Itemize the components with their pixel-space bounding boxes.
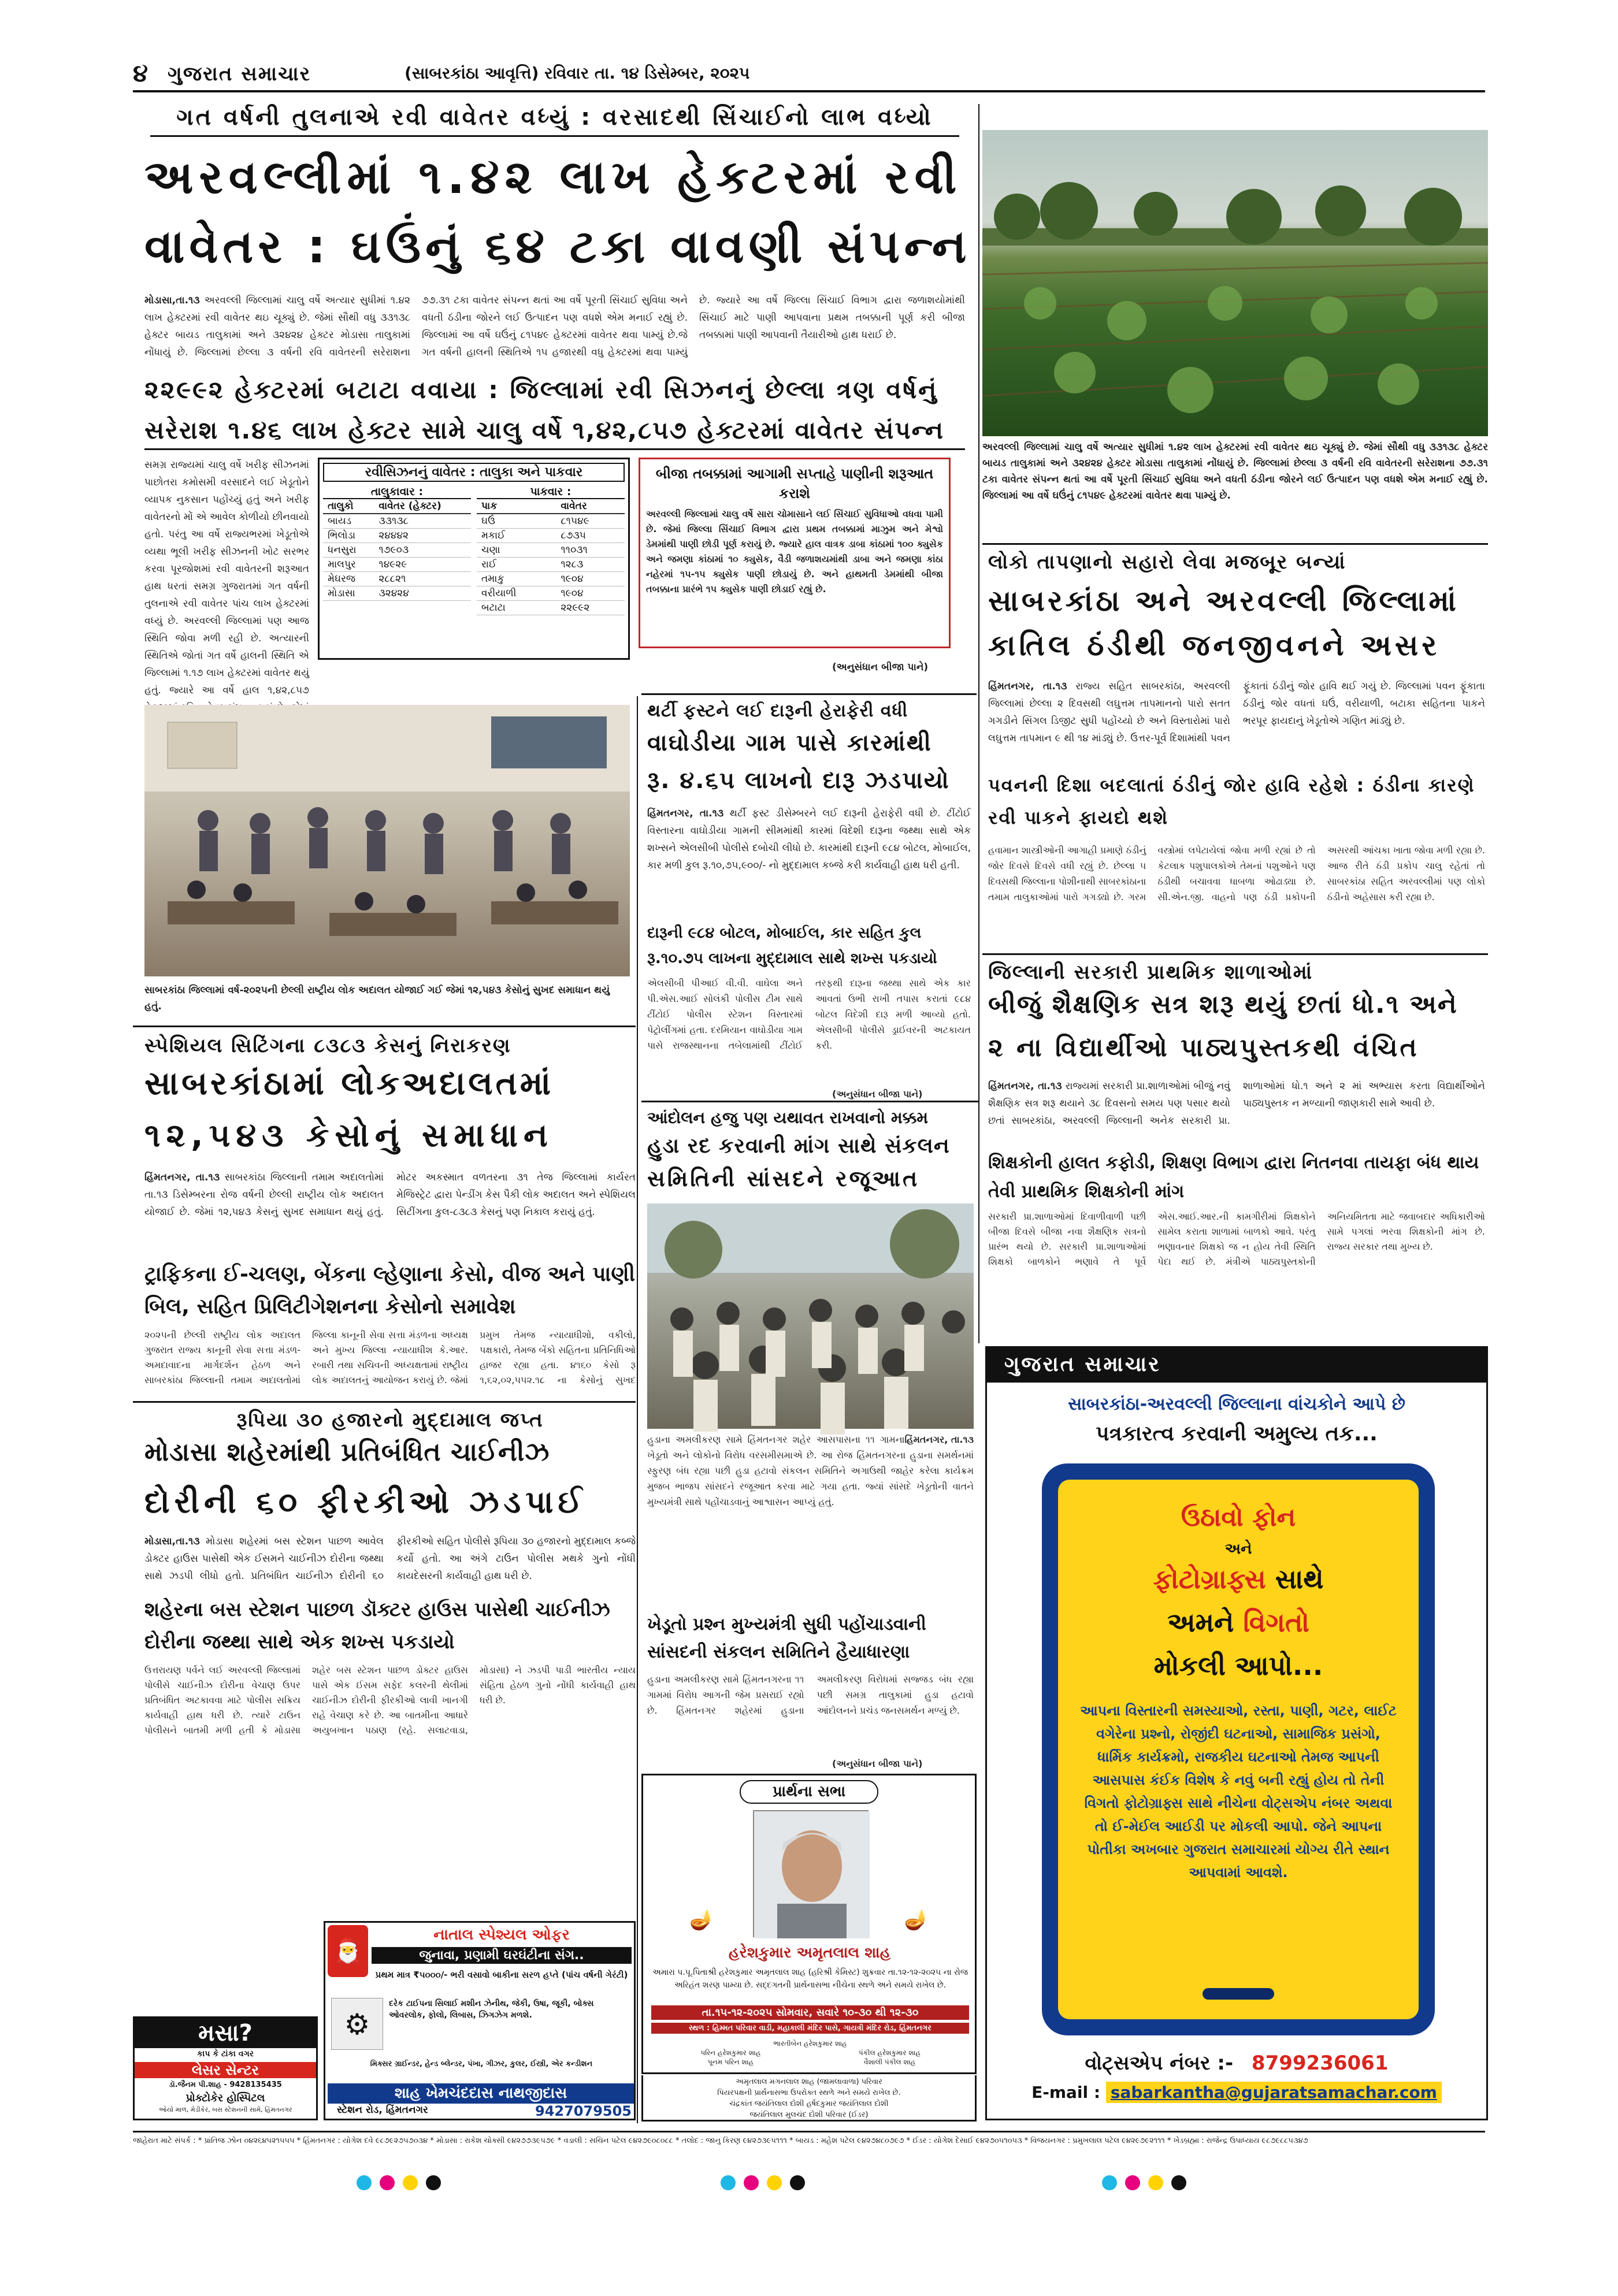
prayer-venue: સ્થળ : હિમ્મત પરિવાર વાડી, મહાકાલી મંદિર પાસે, ગાયત્રી મંદિર રોડ, હિંમતનગર [651,2023,969,2034]
table-row: ઘઉં ૮૧૫૪૯ [477,514,625,529]
body-text: સાબરકાંઠા જિલ્લાની તમામ અદાલતોમાં તા.૧૩ ડિસેમ્બરના રોજ વર્ષની છેલ્લી રાષ્ટ્રીય લોક અદાલત યોજાઈ છે. જેમાં ૧૨,૫૪૩ કેસનું સુખદ સમાધાન થયું હતું. મોટર અકસ્માત વળતરના ૩૧ તેજ જિલ્લામાં કાર્યરત મેજિસ્ટ્રેટ દ્વારા પેન્ડીંગ કેસ પૈકી લોક અદાલત અને સ્પેશિયલ સિટીંગના કુલ-૮૩૮૩ કેસનું પણ નિકાલ કરાયું હતું. [144,1172,636,1218]
email-label: E-mail : [1031,2083,1101,2102]
field-illustration [982,130,1488,436]
article-body-2: ૨૦૨૫ની છેલ્લી રાષ્ટ્રીય લોક અદાલત ગુજરાત રાજ્ય કાનૂની સેવા સત્તા મંડળ-અમદાવાદના માર્ગદર્શન હેઠળ અને સાબરકાંઠા જિલ્લાની તમામ અદાલતોમાં જિલ્લા કાનૂની સેવા સત્તા મંડળના અધ્યક્ષ અને મુખ્ય જિલ્લા ન્યાયાધીશ કે.આર. રબારી તથા સચિવની અધ્યક્ષતામાં રાષ્ટ્રીય લોક અદાલતનું આયોજન કરાયું છે. જેમાં પ્રમુખ તેમજ ન્યાયાધીશો, વકીલો, પક્ષકારો, તેમજ બેંકો સહિતના પ્રતિનિધિઓ હાજર રહ્યા હતા. ૪૧૬૦ કેસો રૂ ૧,૬૨,૦૨,૫૫૨.૧૮ ના કેસોનું સુખદ [144,1329,636,1385]
kicker: થર્ટી ફસ્ટને લઈ દારૂની હેરાફેરી વધી [647,701,908,721]
gs-logo: ગુજરાત સમાચાર [987,1348,1486,1383]
registration-marks-center [717,2175,901,2198]
paper-name: ગુજરાત સમાચાર [168,62,311,86]
article-body [988,678,1485,764]
mourner-family: અમૃતલાલ મગનલાલ શાહ (જામલાવાળા) પરિવાર [736,2078,882,2086]
clinic-doctor: ડૉ.જૈનમ પી.શાહ - 9428135435 [169,2080,282,2089]
table-row: ધનસુરા ૧૭૯૦૩ [323,543,471,558]
headline-line-2: ૧૨,૫૪૩ કેસોનું સમાધાન [144,1117,554,1154]
article-body-2: હવામાન શાસ્ત્રીઓની આગાહી પ્રમાણે ઠંડીનું જોર દિવસે દિવસે વધી રહ્યું છે. છેલ્લા ૫ દિવસથી જિલ્લાના પોશીનાથી સાબરકાંઠાના તમામ તાલુકાઓમાં પારો ગગડ્યો છે. ગરમ વસ્ત્રોમાં લપેટાયેલાં જોવા મળી રહ્યાં છે તો કેટલાક પશુપાલકોએ તેમનાં પશુઓને પણ ઠંડીથી બચાવવા ધાબળા ઓઢાડ્યા છે. સી.એન.જી. વાહનો પણ ઠંડી પ્રકોપની અસરથી આંચકા ખાતા જોવા મળી રહ્યા છે. આજ રીતે ઠંડી પ્રકોપ ચાલુ રહેતાં તો સાબરકાંઠા સહિત અરવલ્લીમાં પણ લોકો ઠંડીનો અહેસાસ કરી રહ્યા છે. [988,845,1485,902]
subhead: દારૂની ૯૮૪ બોટલ, મોબાઈલ, કાર સહિત કુલ રૂ.૧૦.૭૫ લાખના મુદ્દામાલ સાથે શખ્સ પકડાયો [647,924,937,967]
phone-line-4 [1058,1607,1419,1639]
table-row: મોડાસા ૩૨૪૨૪ [323,586,471,601]
kicker: લોકો તાપણાનો સહારો લેવા મજબૂર બન્યાં [988,551,1346,574]
article-liquor-seizure [641,693,977,1098]
shop-address: સ્ટેશન રોડ, હિંમતનગર [337,2104,428,2116]
prayer-meeting-ad [641,1774,977,2074]
email-address[interactable]: sabarkantha@gujaratsamachar.com [1106,2082,1442,2103]
headline-line-2: વાવેતર : ઘઉંનું ૬૪ ટકા વાવણી સંપન્ન [144,220,971,273]
article-body [144,1169,636,1255]
clinic-address: ઓયો માળ, મેડીકેર, બસ સ્ટેશનની સામે, હિંમતનગર [158,2106,292,2113]
dateline: હિંમતનગર, તા.૧૩ [988,1080,1062,1092]
subhead: શિક્ષકોની હાલત કફોડી, શિક્ષણ વિભાગ દ્વારા નિતનવા તાયફા બંધ થાય તેવી પ્રાથમિક શિક્ષકોની માંગ [988,1153,1479,1202]
whatsapp-row [999,2052,1475,2075]
article-body [647,805,971,920]
subhead-2: સરેરાશ ૧.૪૬ લાખ હેક્ટર સામે ચાલુ વર્ષે ૧,૪૨,૮૫૭ હેક્ટરમાં વાવેતર સંપન્ન [144,416,965,450]
subhead: પવનની દિશા બદલાતાં ઠંડીનું જોર હાવિ રહેશે : ઠંડીના કારણે રવી પાકને ફાયદો થશે [988,774,1475,829]
headline-line-1: વાઘોડીયા ગામ પાસે કારમાંથી [647,730,932,756]
phone-line-1: ઉઠાવો ફોન [1181,1503,1296,1532]
column-rule [637,696,638,2123]
black-dot [790,2175,805,2190]
body-left: સમગ્ર રાજ્યમાં ચાલુ વર્ષે ખરીફ સીઝનમાં પાછોતરા કમોસમી વરસાદને લઈ ખેડૂતોને વ્યાપક નુકસાન પહોંચ્યું હતું અને ખરીફ વાવેતરનો મોં એ આવેલ કોળીયો છીનવાયો હતો. પરંતુ આ વર્ષે રાજ્યભરમાં ખેડૂતોએ વ્યથા ભૂલી ખરીફ સીઝનની ખોટ સરભર કરવા પૂરજોશમાં રવી વાવેતરની શરૂઆત હાથ ધરતાં સમગ્ર ગુજરાતમાં ગત વર્ષની તુલનાએ રવી વાવેતર પાંચ લાખ હેક્ટરમાં વધ્યું છે. અરવલ્લી જિલ્લામાં પણ આજ સ્થિતિ જોવા મળી રહી છે. અત્યારની સ્થિતિએ જોતાં ગત વર્ષે હાલની સ્થિતિ એ જિલ્લામાં ૧.૧૭ લાખ હેક્ટરમાં વાવેતર થયું હતું. જ્યારે આ વર્ષે હાલ ૧,૪૨,૮૫૭ [144,459,309,696]
page-number: ૪ [133,59,149,87]
kicker: રૂપિયા ૩૦ હજારનો મુદ્દામાલ જપ્ત [236,1409,544,1432]
headline-line-2: ૨ ના વિદ્યાર્થીઓ પાઠ્યપુસ્તકથી વંચિત [988,1033,1419,1062]
photo-caption: અરવલ્લી જિલ્લામાં ચાલુ વર્ષે અત્યાર સુધીમાં ૧.૪૨ લાખ હેક્ટરમાં રવી વાવેતર થઇ ચૂક્યું છે. જેમાં સૌથી વધુ ૩૩૧૩૮ હેક્ટર બાયડ તાલુકામાં અને ૩૨૪૨૪ હેક્ટર મોડાસા તાલુકામાં નોંધાયું છે. જિલ્લામાં છેલ્લા ૩ વર્ષની રવિ વાવેતરની સરેરાશના ૭૭.૩૧ ટકા વાવેતર સંપન્ન થતાં આ વર્ષે પૂરતી સિંચાઈ સુવિધા અને વધતી ઠંડીના જોરને લઈ ઉત્પાદન પણ વધશે એમ મનાઈ રહ્યું છે. જિલ્લામાં આ વર્ષે ઘઉંનું ૮૧૫૪૯ હેક્ટરમાં વાવેતર થવા પામ્યું છે. [982,441,1488,501]
article-textbooks [982,953,1488,1294]
dateline: મોડાસા,તા.૧૩ [144,295,200,306]
rabi-table [318,458,630,660]
mourners [651,2039,969,2067]
mourner: ભારતીબેન હરેશકુમાર શાહ [773,2039,847,2048]
table-row: વરીયાળી ૧૯૦૪ [477,586,625,601]
cyan-dot [1102,2175,1117,2190]
prayer-text: અમારા પ.પૂ.પિતાશ્રી હરેશકુમાર અમૃતલાલ શાહ (હરિશ્રી કેમિસ્ટ) શુક્રવાર તા.૧૨-૧૨-૨૦૨૫ ના રોજ અરિહંત શરણ પામ્યા છે. સદ્દગતની પ્રાર્થનાસભા નીચેના સ્થળે અને સમયે રાખેલ છે. [652,1968,968,1990]
article-body [144,292,965,373]
black-dot [426,2175,441,2190]
dateline: હિંમતનગર, તા.૧૩ [988,681,1067,692]
article-body-2: ઉત્તરાયણ પર્વને લઈ અરવલ્લી જિલ્લામાં પોલીસે ચાઈનીઝ દોરીના વેચાણ ઉપર પ્રતિબંધિત અટકાવવા માટે પોલીસ સક્રિય કાર્યવાહી હાથ ધરી છે. ત્યારે ટાઉન પોલીસને બાતમી મળી હતી કે મોડાસા શહેર બસ સ્ટેશન પાછળ ડોક્ટર હાઉસ પાસે એક ઈસમ સફેદ કલરની થેલીમાં ચાઈનીઝ દોરીની ફીરકીઓ લાવી ખાનગી રાહે વેચાણ કરે છે. આ બાતમીના આધારે અયુબખાન પઠાણ (રહે. સલાટવાડા, મોડાસા) ને ઝડપી પાડી ભારતીય ન્યાય સંહિતા હેઠળ ગુનો નોંધી કાર્યવાહી હાથ ધરી છે. [144,1665,636,1736]
phone-line-2: અને [1224,1540,1252,1558]
word-with: સાથે [1275,1563,1324,1595]
protest-photo [647,1203,974,1429]
headline-line-2: સમિતિની સાંસદને રજૂઆત [647,1166,920,1191]
word-details: વિગતો [1243,1607,1309,1638]
credit: (અનુસંધાન બીજા પાને) [832,1088,923,1099]
hall-illustration [144,705,630,976]
magenta-dot [1125,2175,1140,2190]
deceased-name: હરેશકુમાર અમૃતલાલ શાહ [728,1944,891,1961]
mourner: પરિન હરેશકુમાર શાહ [700,2049,761,2057]
phone-button [1203,1988,1274,2000]
table-row: બાયડ ૩૩૧૩૮ [323,514,471,529]
headline-line-2: કાતિલ ઠંડીથી જનજીવનને અસર [988,629,1441,662]
body-text: થર્ટી ફસ્ટ ડીસેમ્બરને લઈ દારૂની હેરાફેરી વધી છે. ટીંટોઈ વિસ્તારના વાઘોડીયા ગામની સીમમાંથી કારમાં વિદેશી દારૂના જથ્થા સાથે એક શખ્સને એલસીબી પોલીસે દબોચી લીધો છે. કારમાંથી દારૂની ૯૮૪ બોટલ, મોબાઈલ, કાર મળી કુલ રૂ.૧૦,૭૫,૯૦૦/- નો મુદ્દામાલ કબ્જે કરી કાર્યવાહી હાથ ધરી હતી. [647,808,971,871]
gs-journalism-ad [985,1346,1488,2120]
clinic-ad [133,2016,318,2120]
shop-phone: 9427079505 [535,2103,632,2119]
registration-marks-right [1098,2175,1283,2198]
offer-line-4: મિક્સર ગ્રાઈન્ડર, હેન્ડ બ્લેન્ડર, પંખા, ગીઝર, કુલર, ઈસ્ત્રી, એર કન્ડીશન [370,2060,593,2068]
mourner: પંકીલ હરેશકુમાર શાહ [858,2049,921,2057]
kicker: સ્પેશિયલ સિટિંગના ૮૩૮૩ કેસનું નિરાકરણ [144,1034,511,1057]
article-body [647,1432,974,1611]
headline-line-2: દોરીની ૬૦ ફીરકીઓ ઝડપાઈ [144,1484,587,1520]
word-photographs: ફોટોગ્રાફ્સ [1153,1563,1266,1595]
mourner: વૈશાલી પંકીલ શાહ [863,2058,916,2066]
lamp-right-icon: 🪔 [904,1908,929,1931]
portrait-photo [753,1810,869,1937]
col-header: પાક [477,499,556,514]
footer-line-1: પિયરપક્ષની પ્રાર્થનાસભા ઉપરોક્ત સ્થળે અને સમયે રાખેલ છે. [717,2089,901,2097]
prayer-footer [641,2075,977,2122]
dateline: મોડાસા,તા.૧૩ [144,1536,200,1547]
cyan-dot [357,2175,372,2190]
body-text: અરવલ્લી જિલ્લામાં ચાલુ વર્ષે અત્યાર સુધીમાં ૧.૪૨ લાખ હેક્ટરમાં રવી વાવેતર થઇ ચૂક્યું છે. જેમાં સૌથી વધુ ૩૩૧૩૮ હેક્ટર બાયડ તાલુકામાં અને ૩૨૪૨૪ હેક્ટર મોડાસા તાલુકામાં નોંધાયું છે. જિલ્લામાં છેલ્લા ૩ વર્ષની રવિ વાવેતરની સરેરાશના ૭૭.૩૧ ટકા વાવેતર સંપન્ન થતાં આ વર્ષે પૂરતી સિંચાઈ સુવિધા અને વધતી ઠંડીના જોરને લઈ ઉત્પાદન પણ વધશે એમ મનાઈ રહ્યું છે. જિલ્લામાં આ વર્ષે ઘઉંનું ૮૧૫૪૯ હેક્ટરમાં વાવેતર થવા પામ્યું છે.જે ગત વર્ષની હાલની સ્થિતિએ ૧૫ હજારથી વધુ હેક્ટરમાં થવા પામ્યું છે. જ્યારે આ વર્ષે જિલ્લા સિંચાઈ વિભાગ દ્વારા જળાશયોમાંથી સિંચાઈ માટે પાણી આપવાના પ્રથમ તબક્કાની પૂર્ણ કરી બીજા તબક્કામાં પાણી આપવાની તૈયારીઓ હાથ ધરાઈ છે. [144,295,965,358]
clinic-hospital: પ્રોક્ટોકેર હોસ્પિટલ [185,2092,265,2104]
headline-line-1: સાબરકાંઠામાં લોકઅદાલતમાં [144,1065,554,1102]
phone-frame [1042,1463,1435,2035]
prayer-date: તા.૧૫-૧૨-૨૦૨૫ સોમવાર, સવારે ૧૦-૩૦ થી ૧૨-૩૦ [651,2005,969,2020]
yellow-dot [767,2175,782,2190]
box-body: અરવલ્લી જિલ્લામાં ચાલુ વર્ષે સારા ચોમાસાને લઈ સિંચાઈ સુવિધાઓ વધવા પામી છે. જેમાં જિલ્લા સિંચાઈ વિભાગ દ્વારા પ્રથમ તબક્કામાં માઝુમ અને મેશ્વો ડેમમાંથી પાણી છોડી પૂર્ણ કરાયું છે. જ્યારે હાલ વાત્રક ડાબા કાંઠામાં ૧૦૦ ક્યુસેક અને જમણા કાંઠામાં ૧૦ ક્યુસેક, વૈડી જળાશયમાંથી ડાબા અને જમણા કાંઠા નહેરમાં ૧૫-૧૫ ક્યુસેક પાણી છોડાયું છે. અને હાથમતી ડેમમાંથી બીજા તબક્કાના પ્રારંભે ૧૫ ક્યુસેક પાણી છોડાઈ રહ્યું છે. [646,508,943,595]
headline-line-2: રૂ. ૪.૬૫ લાખનો દારૂ ઝડપાયો [647,767,950,794]
body-text: મોડાસા શહેરમાં બસ સ્ટેશન પાછળ આવેલ ડોક્ટર હાઉસ પાસેથી એક ઈસમને ચાઈનીઝ દોરીના જથ્થા સાથે ઝડપી લીધો હતો. પ્રતિબંધિત ચાઈનીઝ દોરીની ૬૦ ફીરકીઓ સહિત પોલીસે રૂપિયા ૩૦ હજારનો મુદ્દામાલ કબ્જે કર્યો હતો. આ અંગે ટાઉન પોલીસ મથકે ગુનો નોંધી કાયદેસરની કાર્યવાહી હાથ ધરી છે. [144,1536,636,1582]
phone-line-3 [1058,1563,1419,1596]
dateline: હિંમતનગર, તા.૧૩ [144,1172,220,1183]
article-body-2: સરકારી પ્રા.શાળાઓમાં દિવાળીવાળી પછી બીજા દિવસે બીજા નવા શૈક્ષણિક સત્રનો પ્રારંભ થયો છે. સરકારી પ્રા.શાળાઓમાં શિક્ષકો બાળકોને ભણાવે તે પૂર્વે એસ.આઈ.આર.ની કામગીરીમાં શિક્ષકોને સામેલ કરાતા શાળામાં બાળકો આવે. પરંતુ ભણાવનાર શિક્ષકો જ ન હોય તેવી સ્થિતિ પેદા થઈ છે. મંત્રીએ પાઠ્યપુસ્તકોની અનિયમિતતા માટે જવાબદાર અધિકારીઓ સામે પગલાં ભરવા શિક્ષકોની માંગ છે. રાજ્ય સરકાર તથા મુખ્ય છે. [988,1211,1485,1267]
table-row: તમાકુ ૧૯૦૪ [477,572,625,586]
box-title: બીજા તબક્કામાં આગામી સપ્તાહે પાણીની શરૂઆત કરાશે [655,466,934,501]
credit: (અનુસંધાન બીજા પાને) [832,662,929,673]
mourner: પૂનમ પરિન શાહ [707,2058,754,2066]
clinic-title: મસા? [135,2018,316,2048]
credit: (અનુસંધાન બીજા પાને) [832,1758,923,1769]
prayer-title: પ્રાર્થના સભા [740,1780,878,1804]
portrait-illustration [754,1811,870,1938]
crop-head: પાકવાર : [477,485,625,499]
edition-date: (સાબરકાંઠા આવૃત્તિ) રવિવાર તા. ૧૪ ડિસેમ્બર, ૨૦૨૫ [404,64,750,83]
crowd-illustration [647,1203,974,1429]
magenta-dot [744,2175,759,2190]
gs-line-2: પત્રકારત્વ કરવાની અમુલ્ય તક... [1096,1422,1378,1446]
shop-ad [324,1921,636,2120]
water-release-box [639,458,951,648]
offer-line-1: જુનાવા, પ્રણામી ઘરઘંટીના સંગ.. [372,1947,632,1964]
headline-line-1: અરવલ્લીમાં ૧.૪૨ લાખ હેક્ટરમાં રવી [144,150,963,204]
clinic-sub: કાપ કે ટાંકા વગર [197,2049,254,2059]
photo-caption: સાબરકાંઠા જિલ્લામાં વર્ષ-૨૦૨૫ની છેલ્લી રાષ્ટ્રીય લોક અદાલત યોજાઈ ગઈ જેમાં ૧૨,૫૪૩ કેસોનું સુખદ સમાધાન થયું હતું. [144,984,610,1012]
whatsapp-number: 8799236061 [1251,2052,1389,2075]
table-row: ચણા ૧૧૦૩૧ [477,543,625,558]
table-row: રાઈ ૧૨૮૩ [477,558,625,572]
footer-line-3: જયંતિલાલ મુલચંદ દોશી પરિવાર (ઈડર) [749,2111,869,2119]
machine-icon: ⚙ [331,1998,383,2050]
article-body-2: એલસીબી પીઆઈ વી.વી. વાઘેલા અને પી.એસ.આઈ સોલંકી પોલીસ ટીમ સાથે ટીંટોઈ પોલીસ સ્ટેશન વિસ્તારમાં પેટ્રોલીંગમાં હતા. દરમિયાન વાઘોડીયા ગામ પાસે રાજસ્થાનના તબેલામાંથી ટીંટોઈ તરફથી દારૂના જથ્થા સાથે એક કાર આવતાં ઉભી રાખી તપાસ કરાતાં ૯૮૪ બોટલ વિદેશી દારૂ મળી આવ્યો હતો. એલસીબી પોલીસે ડ્રાઈવરની અટકાયત કરી. [647,978,971,1051]
registration-marks-left [352,2175,537,2198]
masthead [133,58,1485,92]
kicker: જિલ્લાની સરકારી પ્રાથમિક શાળાઓમાં [988,961,1313,984]
clinic-name: લેસર સેન્ટર [135,2062,316,2078]
body-text: રાજ્ય સહિત સાબરકાંઠા, અરવલ્લી જિલ્લામાં છેલ્લા ૨ દિવસથી લઘુત્તમ તાપમાનનો પારો સતત ગગડીને સિંગલ ડિજીટ સુધી પહોંચ્યો છે અને વિસ્તારોમાં પારો લઘુત્તમ તાપમાન ૯ થી ૧૪ માંડ્યું છે. ઉત્તર-પૂર્વ દિશામાંથી પવન ફૂંકાતાં ઠંડીનું જોર હાવિ થઈ ગયું છે. જિલ્લામાં પવન ફૂંકાતા ઠંડીનું જોર વધતાં ઘઉં, વરીયાળી, બટાકા સહિતના પાકને ભરપૂર ફાયદાનું ખેડૂતોએ ગણિત માંડ્યું છે. [988,681,1485,744]
potato-field-photo [982,130,1488,436]
dateline: હિંમતનગર, તા.૧૩ [647,808,724,819]
article-body-2: હુડાના અમલીકરણ સામે હિંમતનગરના ૧૧ ગામમાં વિરોધ આગની જેમ પ્રસરાઈ રહ્યો છે. હિંમતનગર શહેરમાં હુડાના અમલીકરણ વિરોધમાં સજ્જડ બંધ રહ્યા પછી સમગ્ર તાલુકામાં હુડા હટાવો આંદોલનને પ્રચંડ જનસમર્થન મળ્યું છે. [647,1674,974,1716]
black-dot [1171,2175,1186,2190]
page-footer: જાહેરાત માટે સંપર્ક : * પ્રાંતિજ ઝોન ૦૪૨૬૪૫૨૧૫૫૫ * હિંમતનગર : યોગેશ દવે ૯૮૭૯૨૭૫૭૦૩૪ * મોડાસા : રાકેશ ચોક્સી ૯૪૨૭૭૩૯૫૭૯ * વડાલી : સચિન પટેલ ૯૪૨૭૯૦૮૦૮૮ * તલોદ : જાનુ કિરણ ૯૪૨૭૩૯૫૧૧૧ * બાયડ : મહેશ પટેલ ૯૪૨૭૪૮૦૭૯૭ * ઈડર : યોગેશ દેસાઈ ૯૪૨૭૦૫૧૦૫૩ * વિજયનગર : પ્રમુખલાલ પટેલ ૯૪૨૯૭૯૨૧૧૧ * ખેડબ્રહ્મા : રાજેન્દ્ર ઉપાધ્યાય ૯૮૭૯૮૮૫૩૪૭ [133,2131,1485,2152]
article-body [988,1078,1485,1146]
table-row: મકાઈ ૮૭૩૫ [477,529,625,543]
subhead: ખેડૂતો પ્રશ્ન મુખ્યમંત્રી સુધી પહોંચાડવાની સાંસદની સંકલન સમિતિને હૈયાધારણા [647,1614,926,1662]
table-row: ભિલોડા ૨૪૪૪૨ [323,529,471,543]
article-rabi-sowing [133,104,971,716]
table-row: માલપુર ૧૪૯૨૯ [323,558,471,572]
headline-line-1: મોડાસા શહેરમાંથી પ્રતિબંધિત ચાઈનીઝ [144,1437,550,1467]
phone-body: આપના વિસ્તારની સમસ્યાઓ, રસ્તા, પાણી, ગટર, લાઈટ વગેરેના પ્રશ્નો, રોજીંદી ઘટનાઓ, સામાજિક પ્રસંગો, ધાર્મિક કાર્યક્રમો, રાજકીય ઘટનાઓ તેમજ આપની આસપાસ કંઈક વિશેષ કે નવું બની રહ્યું હોય તો તેની વિગતો ફોટોગ્રાફ્સ સાથે નીચેના વોટ્સએપ નંબર અથવા તો ઈ-મેઈલ આઈડી પર મોકલી આપો. જેને આપના પોતીકા અખબાર ગુજરાત સમાચારમાં યોગ્ય રીતે સ્થાન આપવામાં આવશે. [1080,1703,1397,1881]
offer-line-3: દરેક ટાઈપના સિલાઈ મશીન ઝેનીથ, જેકી, ઉષા, જૂકી, બોક્સ ઓવરલોક, ફોલો, લિબાસ, ઝિગઝેગ મળશે. [389,1999,594,2020]
lamp-left-icon: 🪔 [689,1908,714,1931]
offer-title: નાતાલ સ્પેશ્યલ ઓફર [433,1926,570,1944]
kicker: ગત વર્ષની તુલનાએ રવી વાવેતર વધ્યું : વરસાદથી સિંચાઈનો લાભ વધ્યો [150,104,959,137]
kicker: આંદોલન હજુ પણ યથાવત રાખવાનો મક્કમ [647,1108,929,1127]
lok-adalat-photo [144,705,630,976]
word-us: અમને [1167,1607,1234,1638]
article-chinese-manja [133,1401,636,1748]
headline-line-1: સાબરકાંઠા અને અરવલ્લી જિલ્લામાં [988,584,1459,618]
body-text: હુડાના અમલીકરણ સામે હિંમતનગર શહેર આસપાસના ૧૧ ગામના ખેડૂતો અને લોકોનો વિરોધ વરસમીસમાએ છે. આ રોજ હિંમતનગરના હુડાના સમર્થનમાં સ્ફુરણ બંધ રહ્યા પછી હુડા હટાવો સંકલન સમિતિને અગાઉથી જાહેર કરેલા કાર્યક્રમ મુજબ ભાજપ સાંસદને રજૂઆત કરવા માટે ગયા હતા. જ્યાં સાંસદે ખેડૂતોની વાતને મુખ્યમંત્રી સાથે પહોંચાડવાનું આશ્વાસન આપ્યું હતું. [647,1434,974,1507]
subhead-1: ૨૨૯૯૨ હેક્ટરમાં બટાટા વવાયા : જિલ્લામાં રવી સિઝનનું છેલ્લા ત્રણ વર્ષનું [144,376,938,404]
yellow-dot [403,2175,418,2190]
col-header: વાવેતર (હેક્ટર) [374,499,471,514]
article-huda-protest [641,1101,979,1771]
col-header: તાલુકો [323,499,374,514]
article-cold-wave [982,543,1488,953]
cyan-dot [721,2175,736,2190]
santa-icon: 🎅 [328,1925,368,1977]
gs-line-1: સાબરકાંઠા-અરવલ્લી જિલ્લાના વાંચકોને આપે છે [1068,1394,1405,1414]
email-row [999,2083,1475,2102]
yellow-dot [1148,2175,1163,2190]
table-row: બટાટા ૨૨૯૯૨ [477,601,625,615]
taluka-head: તાલુકાવાર : [323,485,471,499]
article-lok-adalat [133,1026,636,1401]
phone-screen [1058,1480,1419,2019]
phone-line-5: મોકલી આપો... [1153,1650,1323,1681]
dateline: હિંમતનગર, તા.૧૩ [904,1434,974,1445]
table-title: રવીસિઝનનું વાવેતર : તાલુકા અને પાકવાર [323,463,625,482]
body-text: રાજ્યમાં સરકારી પ્રા.શાળાઓમાં બીજું નવું શૈક્ષણિક સત્ર શરૂ થયાને ૩૮ દિવસનો સમય પણ પસાર થયો છતાં સાબરકાંઠા, અરવલ્લી જિલ્લાની અનેક સરકારી પ્રા. શાળાઓમાં ધો.૧ અને ૨ માં અભ્યાસ કરતા વિદ્યાર્થીઓને પાઠ્યપુસ્તક ન મળ્યાની જાણકારી સામે આવી છે. [988,1080,1485,1127]
article-body [144,1533,636,1591]
taluka-table [323,499,471,601]
column-rule [978,104,979,1343]
headline-line-1: બીજું શૈક્ષણિક સત્ર શરૂ થયું છતાં ધો.૧ અને [988,990,1458,1019]
whatsapp-label: વોટ્સએપ નંબર :- [1085,2052,1234,2075]
offer-line-2: પ્રથમ માત્ર ₹૫૦૦૦/- ભરી વસાવો બાકીના સરળ હપ્તે (પાંચ વર્ષની ગેરંટી) [375,1970,628,1980]
table-row: મેઘરજ ૨૮૮૨૧ [323,572,471,586]
magenta-dot [380,2175,395,2190]
crop-table [477,499,625,615]
subhead: શહેરના બસ સ્ટેશન પાછળ ડૉક્ટર હાઉસ પાસેથી ચાઈનીઝ દોરીના જથ્થા સાથે એક શખ્સ પકડાયો [144,1598,610,1654]
footer-line-2: ચંદ્રકાંત જયંતિલાલ દોશી હર્ષદકુમાર જયંતિલાલ દોશી [729,2100,889,2108]
shop-name: શાહ ખેમચંદદાસ નાથજીદાસ [328,2083,634,2104]
col-header: વાવેતર [556,499,625,514]
headline-line-1: હુડા રદ કરવાની માંગ સાથે સંકલન [647,1134,950,1158]
subhead: ટ્રાફિકના ઈ-ચલણ, બેંકના લ્હેણાના કેસો, વીજ અને પાણી બિલ, સહિત પ્રિલિટીગેશનના કેસોનો સમાવેશ [144,1262,636,1318]
